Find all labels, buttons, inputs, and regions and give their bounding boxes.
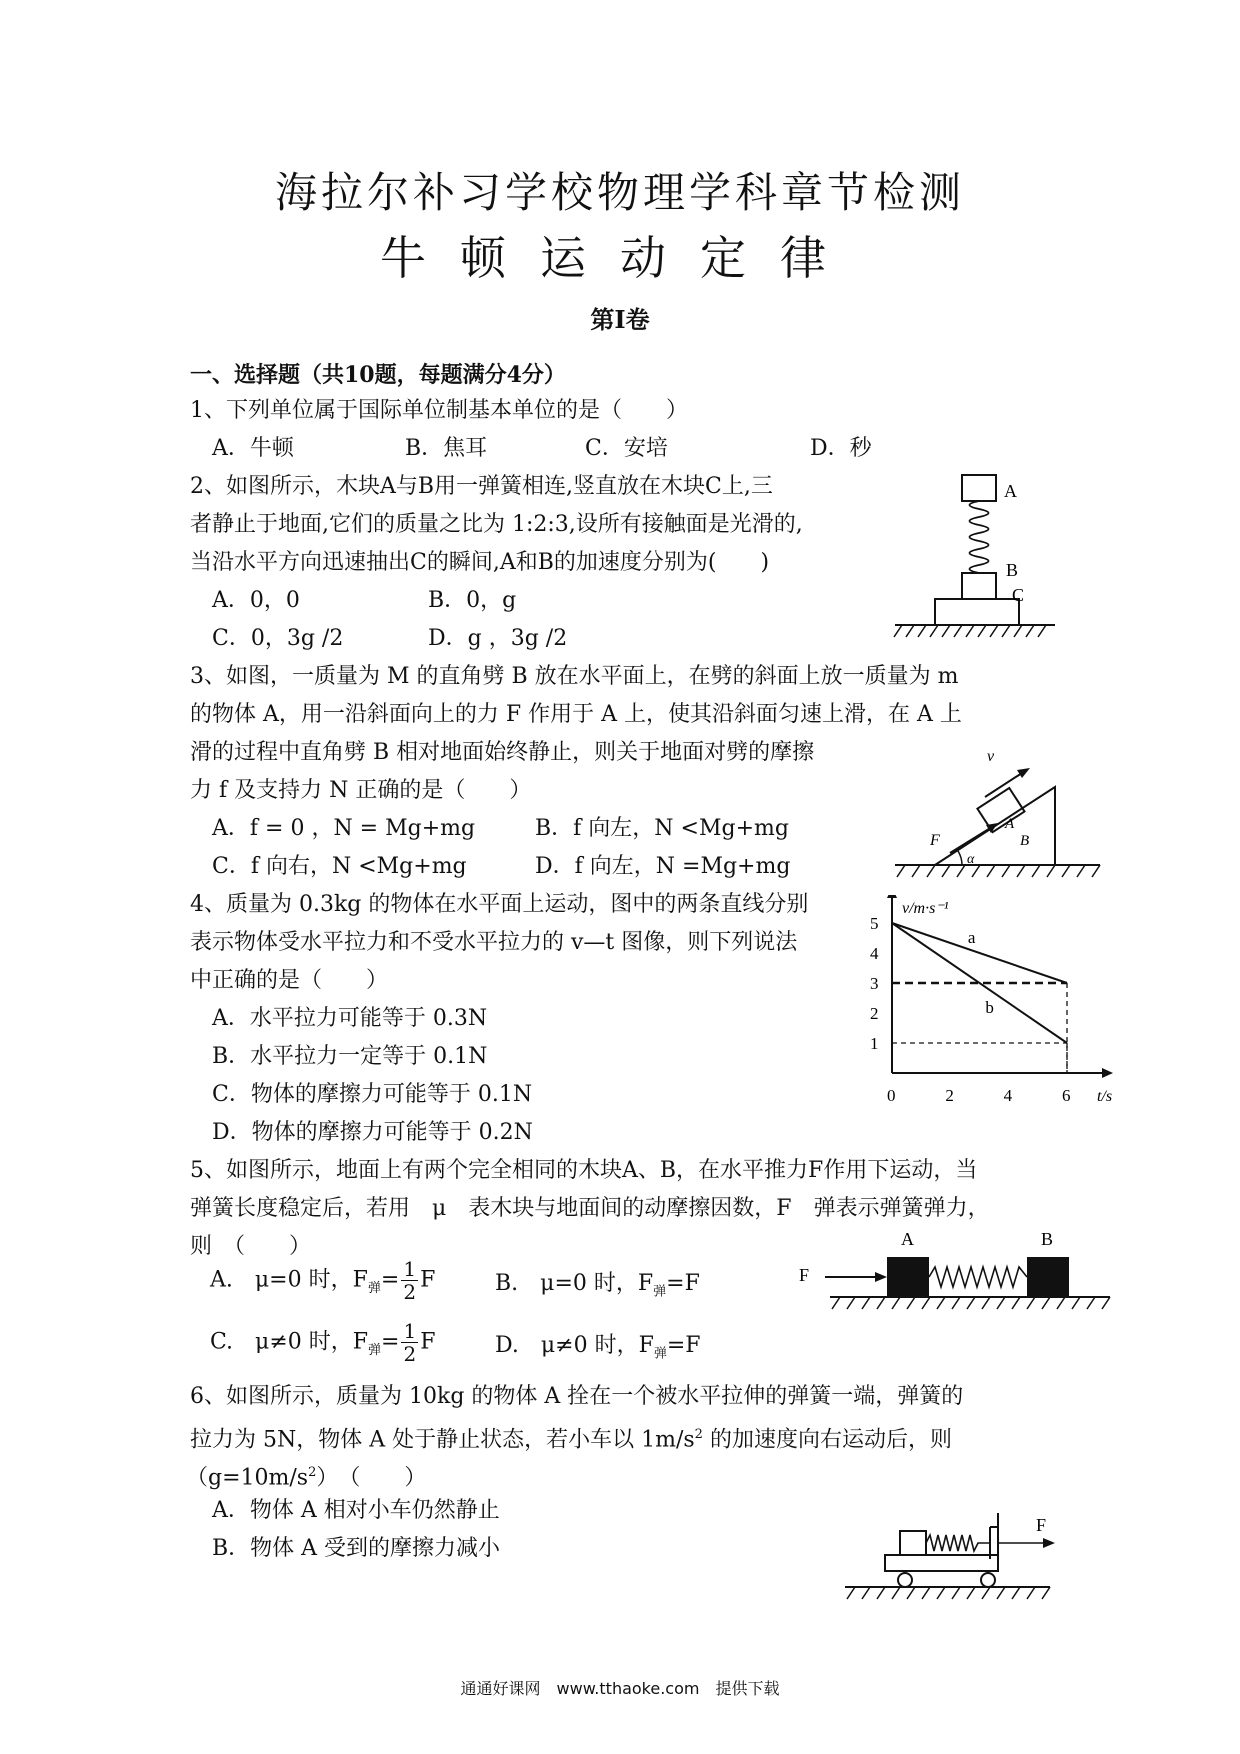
x-axis-label: t/s — [1097, 1088, 1113, 1105]
x-tick-label: 2 — [945, 1086, 954, 1105]
q1-option-c: C．安培 — [585, 436, 668, 461]
q6-line2-sup: 2 — [694, 1427, 703, 1442]
q5-a-post: F — [420, 1267, 436, 1293]
q4-line3: 中正确的是（ ） — [190, 968, 389, 993]
q5-c-text: C. μ≠0 时，F — [210, 1329, 369, 1355]
q2-line2: 者静止于地面,它们的质量之比为 1:2:3,设所有接触面是光滑的, — [190, 512, 803, 537]
q5-c-fraction — [401, 1320, 418, 1365]
q6-line2-post: 的加速度向右运动后，则 — [702, 1427, 952, 1453]
q4-option-b: B．水平拉力一定等于 0.1N — [212, 1044, 488, 1069]
q5-a-text: A. μ=0 时，F — [210, 1267, 368, 1293]
series-label-b: b — [985, 998, 994, 1017]
q6-option-a: A．物体 A 相对小车仍然静止 — [212, 1498, 500, 1523]
q2-line3: 当沿水平方向迅速抽出C的瞬间,A和B的加速度分别为( ) — [190, 550, 770, 575]
q5-line2: 弹簧长度稳定后，若用 μ 表木块与地面间的动摩擦因数，F 弹表示弹簧弹力， — [190, 1196, 990, 1221]
x-tick-label: 4 — [1003, 1086, 1013, 1105]
q5-a-fraction — [401, 1258, 418, 1303]
q2-option-b: B．0，g — [428, 588, 517, 613]
q6-line2 — [190, 1416, 952, 1459]
q2-option-a: A．0，0 — [212, 588, 300, 613]
q1-stem: 1、下列单位属于国际单位制基本单位的是（ ） — [190, 398, 688, 423]
q5-d-text: D. μ≠0 时，F — [495, 1333, 654, 1358]
school-title: 海拉尔补习学校物理学科章节检测 — [274, 168, 965, 217]
q2-option-c: C．0，3g /2 — [212, 626, 344, 651]
q6-line3-sup: 2 — [308, 1465, 317, 1480]
series-line-a — [892, 923, 1067, 983]
x-axis-arrow — [1102, 1068, 1113, 1078]
q5-line1: 5、如图所示，地面上有两个完全相同的木块A、B，在水平推力F作用下运动，当 — [190, 1158, 978, 1183]
q5-label-f: F — [799, 1265, 810, 1285]
y-tick-label: 3 — [870, 974, 879, 993]
y-tick-label: 4 — [870, 944, 879, 963]
q3-line1: 3、如图，一质量为 M 的直角劈 B 放在水平面上，在劈的斜面上放一质量为 m — [190, 664, 959, 689]
series-label-a: a — [967, 928, 976, 947]
q3-line2: 的物体 A，用一沿斜面向上的力 F 作用于 A 上，使其沿斜面匀速上滑，在 A 上 — [190, 702, 962, 727]
q2-label-a: A — [1004, 481, 1017, 501]
y-axis-arrow — [887, 895, 897, 898]
q3-label-alpha: α — [967, 852, 975, 867]
q1-option-b: B．焦耳 — [405, 436, 488, 461]
q3-line3: 滑的过程中直角劈 B 相对地面始终静止，则关于地面对劈的摩擦 — [190, 740, 815, 765]
q2-option-d: D．g ，3g /2 — [428, 626, 568, 651]
q5-c-eq: = — [381, 1329, 400, 1355]
q5-c-post: F — [420, 1329, 436, 1355]
y-tick-label: 2 — [870, 1004, 879, 1023]
q5-b-sub: 弹 — [653, 1284, 667, 1300]
footer-source: 通通好课网 www.tthaoke.com 提供下载 — [460, 1679, 780, 1698]
q3-option-c: C．f 向右，N <Mg+mg — [212, 854, 467, 879]
q5-c-sub: 弹 — [368, 1342, 382, 1358]
q5-option-a — [210, 1258, 435, 1308]
q3-option-d: D．f 向左，N =Mg+mg — [535, 854, 791, 879]
q3-option-b: B．f 向左，N <Mg+mg — [535, 816, 789, 841]
q6-line1: 6、如图所示，质量为 10kg 的物体 A 拴在一个被水平拉伸的弹簧一端，弹簧的 — [190, 1384, 964, 1409]
q4-line2: 表示物体受水平拉力和不受水平拉力的 v—t 图像，则下列说法 — [190, 930, 798, 955]
q6-line2-text: 拉力为 5N，物体 A 处于静止状态，若小车以 1m/s — [190, 1427, 695, 1453]
y-tick-label: 5 — [870, 914, 879, 933]
q5-c-den: 2 — [403, 1342, 417, 1366]
q3-label-f: F — [930, 832, 940, 849]
q3-label-a: A — [1005, 816, 1015, 832]
q2-label-b: B — [1006, 560, 1019, 580]
q5-option-c — [210, 1320, 435, 1370]
q4-option-c: C．物体的摩擦力可能等于 0.1N — [212, 1082, 533, 1107]
q6-label-f: F — [1036, 1515, 1047, 1535]
q5-a-sub: 弹 — [367, 1280, 381, 1296]
q2-line1: 2、如图所示，木块A与B用一弹簧相连,竖直放在木块C上,三 — [190, 474, 773, 499]
q5-a-den: 2 — [403, 1280, 417, 1304]
q3-label-b: B — [1020, 833, 1030, 849]
q5-blocks-figure — [795, 1225, 1115, 1315]
q3-line4: 力 f 及支持力 N 正确的是（ ） — [190, 778, 532, 803]
q5-d-sub: 弹 — [653, 1346, 667, 1362]
q5-a-num: 1 — [403, 1257, 417, 1281]
x-tick-label: 0 — [887, 1086, 896, 1105]
x-tick-label: 6 — [1062, 1086, 1071, 1105]
q2-spring-figure — [890, 465, 1060, 645]
q6-line3-post: ） （ ） — [316, 1465, 427, 1491]
q4-line1: 4、质量为 0.3kg 的物体在水平面上运动，图中的两条直线分别 — [190, 892, 809, 917]
q2-label-c: C — [1012, 585, 1025, 605]
section-heading: 一、选择题（共10题，每题满分4分） — [190, 362, 566, 388]
q6-line3 — [186, 1454, 426, 1497]
q5-option-b — [495, 1265, 700, 1311]
q3-label-v: v — [987, 748, 995, 765]
q5-b-post: =F — [666, 1271, 700, 1296]
chapter-title: 牛顿运动定律 — [380, 231, 860, 285]
q5-line3: 则 （ ） — [190, 1234, 312, 1259]
q5-option-d — [495, 1327, 701, 1373]
y-tick-label: 1 — [870, 1034, 879, 1053]
q5-c-num: 1 — [403, 1319, 417, 1343]
q5-b-text: B. μ=0 时，F — [495, 1271, 654, 1296]
volume-label: 第Ⅰ卷 — [590, 305, 650, 334]
q4-option-a: A．水平拉力可能等于 0.3N — [212, 1006, 488, 1031]
q6-cart-figure — [840, 1505, 1080, 1615]
q1-option-a: A．牛顿 — [212, 436, 294, 461]
q5-label-b: B — [1041, 1229, 1054, 1249]
q3-wedge-figure — [890, 745, 1110, 885]
y-axis-label: v/m·s⁻¹ — [902, 900, 949, 917]
q6-line3-text: （g=10m/s — [186, 1465, 309, 1491]
q5-d-post: =F — [666, 1333, 701, 1358]
q3-option-a: A．f = 0 ，N = Mg+mg — [212, 816, 476, 841]
q4-vt-chart — [862, 895, 1122, 1110]
q5-label-a: A — [901, 1229, 914, 1249]
q6-option-b: B．物体 A 受到的摩擦力减小 — [212, 1536, 501, 1561]
q5-a-eq: = — [380, 1267, 400, 1293]
q1-option-d: D．秒 — [810, 436, 872, 461]
q4-option-d: D．物体的摩擦力可能等于 0.2N — [212, 1120, 533, 1145]
